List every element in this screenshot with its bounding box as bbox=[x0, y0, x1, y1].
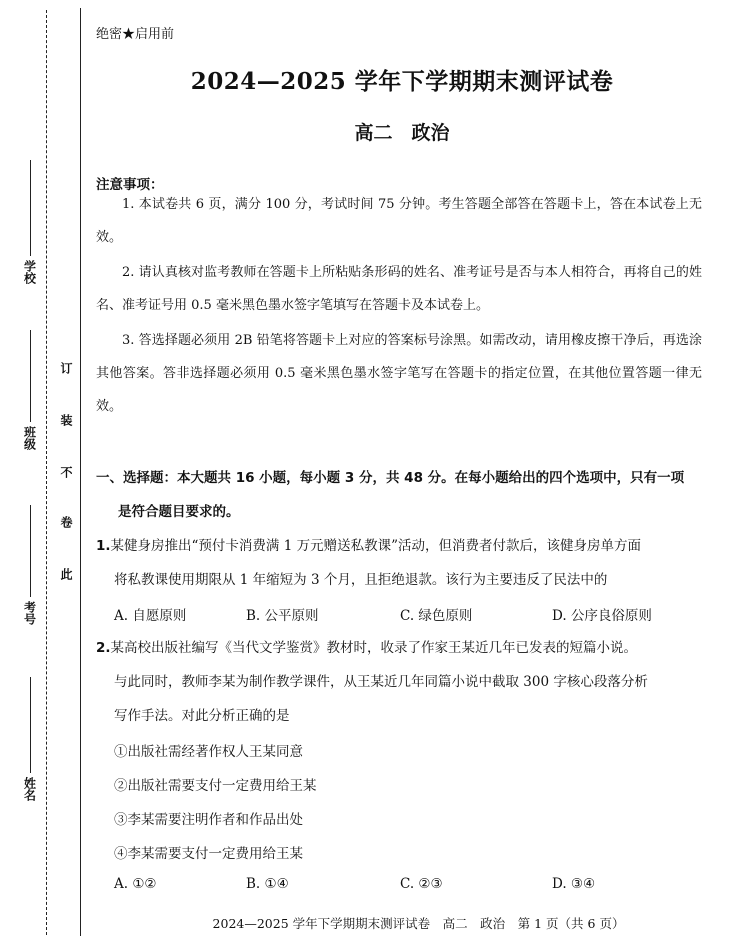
question-2-statement-4: ④李某需要支付一定费用给王某 bbox=[114, 846, 303, 862]
section-heading bbox=[96, 461, 708, 529]
class-label: 班级 bbox=[22, 426, 37, 450]
exam-subtitle: 高二 政治 bbox=[354, 122, 450, 144]
exam-title: 2024—2025 学年下学期期末测评试卷 bbox=[190, 68, 614, 95]
question-2-statement-2: ②出版社需要支付一定费用给王某 bbox=[114, 778, 317, 794]
seal-char-1: 订 bbox=[59, 362, 73, 374]
name-field bbox=[22, 677, 38, 801]
class-field bbox=[22, 330, 38, 450]
exam-number-field bbox=[22, 505, 38, 625]
notice-item-3: 3. 答选择题必须用 2B 铅笔将答题卡上对应的答案标号涂黑。如需改动，请用橡皮擦干净后，再选涂其他答案。答非选择题必须用 0.5 毫米黑色墨水签字笔写在答题卡的指定位置，在其他位置答题一律无效。 bbox=[96, 333, 702, 414]
question-1-options bbox=[114, 604, 708, 632]
margin-line bbox=[80, 8, 81, 936]
school-field bbox=[22, 160, 38, 284]
name-label: 姓名 bbox=[22, 777, 37, 801]
question-2-line-1 bbox=[96, 631, 708, 665]
section-heading-line-1: 一、选择题：本大题共 16 小题，每小题 3 分，共 48 分。在每小题给出的四个选项中，只有一项 bbox=[96, 470, 685, 486]
question-1 bbox=[96, 529, 708, 597]
section-heading-line-2: 是符合题目要求的。 bbox=[118, 504, 240, 520]
school-underline bbox=[30, 160, 31, 256]
question-2-option-a[interactable]: A. ①② bbox=[114, 876, 157, 892]
question-1-option-c[interactable]: C. 绿色原则 bbox=[400, 608, 473, 624]
cut-line bbox=[46, 10, 47, 935]
question-2-option-c[interactable]: C. ②③ bbox=[400, 876, 443, 892]
question-1-number: 1. bbox=[96, 538, 111, 554]
seal-char-5: 此 bbox=[59, 568, 73, 580]
question-2-options bbox=[114, 876, 708, 904]
question-2-number: 2. bbox=[96, 640, 111, 656]
question-2-text-3: 写作手法。对此分析正确的是 bbox=[114, 708, 290, 724]
notice-heading: 注意事项： bbox=[96, 177, 164, 193]
question-1-option-d[interactable]: D. 公序良俗原则 bbox=[552, 608, 652, 624]
question-1-option-b[interactable]: B. 公平原则 bbox=[246, 608, 319, 624]
question-2-text-2: 与此同时，教师李某为制作教学课件，从王某近几年同篇小说中截取 300 字核心段落分析 bbox=[114, 674, 648, 690]
question-2-option-d[interactable]: D. ③④ bbox=[552, 876, 596, 892]
notice-item-1: 1. 本试卷共 6 页，满分 100 分，考试时间 75 分钟。考生答题全部答在答题卡上，答在本试卷上无效。 bbox=[96, 197, 702, 245]
question-2 bbox=[96, 631, 708, 733]
confidential-mark: 绝密★启用前 bbox=[96, 27, 175, 42]
class-underline bbox=[30, 330, 31, 422]
seal-char-2: 装 bbox=[59, 414, 73, 426]
question-2-statement-3: ③李某需要注明作者和作品出处 bbox=[114, 812, 303, 828]
seal-char-4: 卷 bbox=[59, 516, 73, 528]
exam-number-underline bbox=[30, 505, 31, 597]
school-label: 学校 bbox=[22, 260, 37, 284]
name-underline bbox=[30, 677, 31, 773]
exam-number-label: 考号 bbox=[22, 601, 37, 625]
question-2-statement-1: ①出版社需经著作权人王某同意 bbox=[114, 744, 303, 760]
notice-item-2: 2. 请认真核对监考教师在答题卡上所粘贴条形码的姓名、准考证号是否与本人相符合，再将自己的姓名、准考证号用 0.5 毫米黑色墨水签字笔填写在答题卡及本试卷上。 bbox=[96, 265, 702, 313]
question-2-text-1: 某高校出版社编写《当代文学鉴赏》教材时，收录了作家王某近几年已发表的短篇小说。 bbox=[110, 640, 638, 656]
binding-strip bbox=[0, 0, 82, 945]
page-footer: 2024—2025 学年下学期期末测评试卷 高二 政治 第 1 页（共 6 页） bbox=[212, 916, 625, 931]
question-1-option-a[interactable]: A. 自愿原则 bbox=[114, 608, 187, 624]
question-1-text-1: 某健身房推出“预付卡消费满 1 万元赠送私教课”活动，但消费者付款后，该健身房单方面 bbox=[110, 538, 642, 554]
question-2-option-b[interactable]: B. ①④ bbox=[246, 876, 289, 892]
question-1-text-2: 将私教课使用期限从 1 年缩短为 3 个月，且拒绝退款。该行为主要违反了民法中的 bbox=[114, 572, 608, 588]
seal-char-3: 不 bbox=[59, 466, 73, 478]
question-1-line-1 bbox=[96, 529, 708, 563]
